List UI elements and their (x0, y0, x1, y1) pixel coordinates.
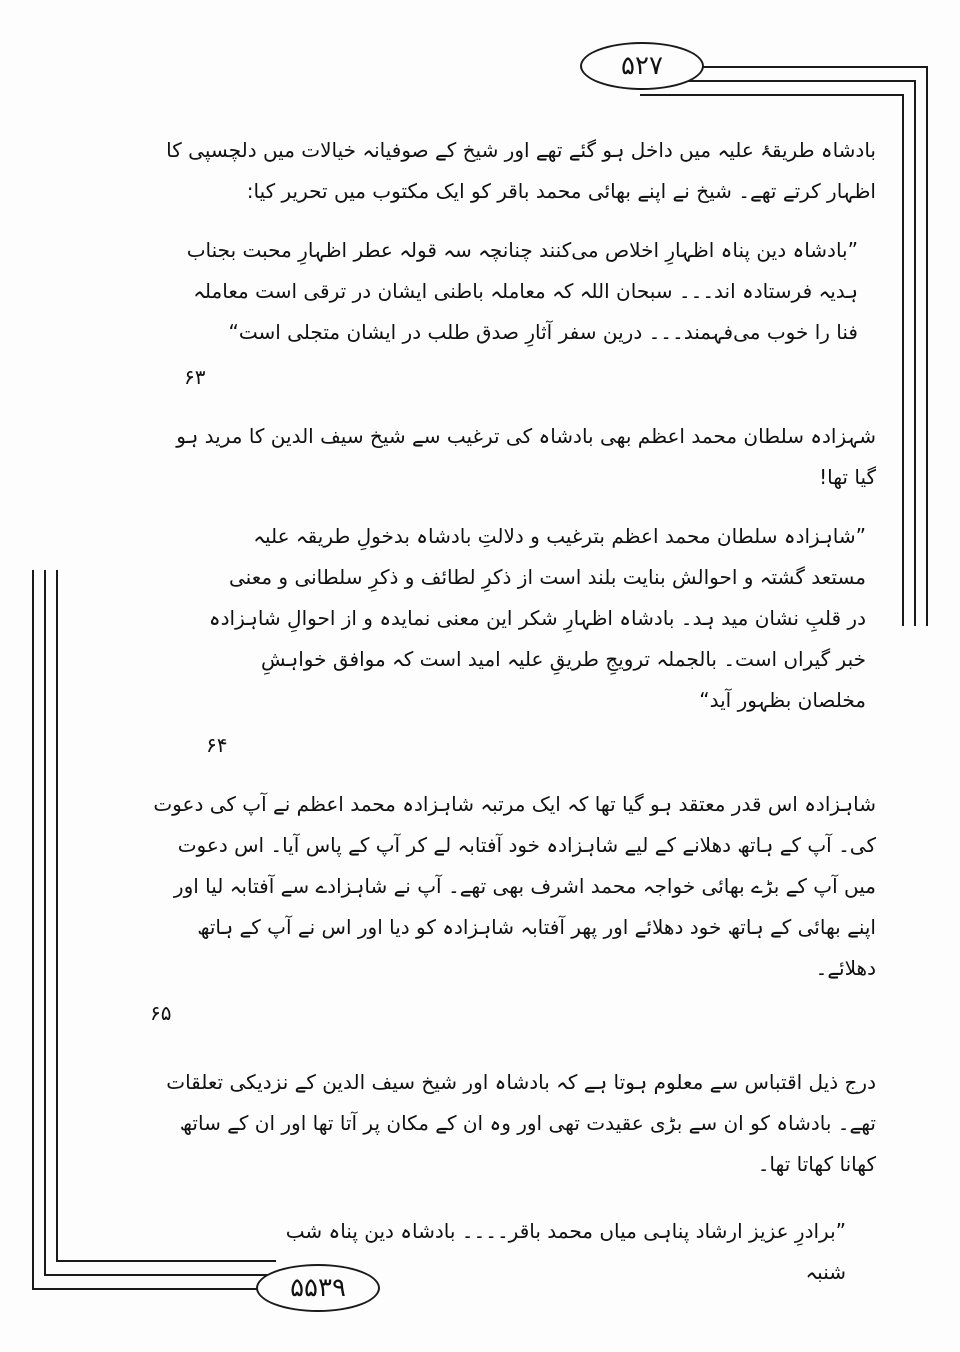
frame-rule-left-middle (44, 570, 46, 1276)
paragraph-4: درج ذیل اقتباس سے معلوم ہوتا ہے کہ بادشاہ اور شیخ سیف الدین کے نزدیکی تعلقات تھے۔ بادشاہ کو ان سے بڑی عقیدت تھی اور وہ ان کے مکان پر آتا تھا اور ان کے ساتھ کھانا کھاتا تھا۔ (166, 1070, 876, 1176)
frame-rule-right-inner (902, 94, 904, 626)
page-number-bottom: ۵۵۳۹ (256, 1264, 380, 1312)
quotation-letter-opening: ”برادرِ عزیز ارشاد پناہی میاں محمد باقر۔۔۔۔ بادشاہ دین پناہ شب شنبہ (285, 1219, 846, 1284)
footnote-marker-63: ۶۳ (184, 365, 206, 389)
footnote-marker-64: ۶۴ (206, 733, 228, 757)
frame-rule-left-inner (56, 570, 58, 1262)
frame-rule-left-outer (32, 570, 34, 1290)
paragraph-2: شہزادہ سلطان محمد اعظم بھی بادشاہ کی ترغیب سے شیخ سیف الدین کا مرید ہو گیا تھا! (176, 424, 876, 489)
quotation-persian-2: ”شاہزادہ سلطان محمد اعظم بترغیب و دلالتِ بادشاہ بدخولِ طریقہ علیہ مستعد گشتہ و احوالش بنایت بلند است از ذکرِ لطائف و ذکرِ سلطانی و معنی در قلبِ نشان مید ہد۔ بادشاہ اظہارِ شکر این معنی نمایدہ و از احوالِ شاہزادہ خبر گیراں است۔ بالجملہ ترویجِ طریقِ علیہ امید است کہ موافق خواہشِ مخلصان بظہور آید“ (208, 524, 866, 712)
page-number-top: ۵۲۷ (580, 42, 704, 90)
footnote-marker-65: ۶۵ (150, 1001, 172, 1025)
quotation-persian-1: ”بادشاہ دین پناہ اظہارِ اخلاص می‌کنند چنانچہ سہ قولہ عطر اظہارِ محبت بجناب ہدیہ فرستادہ اند۔۔۔ سبحان اللہ کہ معاملہ باطنی ایشان در ترقی است معاملہ فنا را خوب می‌فہمند۔۔۔ درین سفر آثارِ صدق طلب در ایشان متجلی است“ (186, 238, 858, 344)
body-text-column (150, 130, 876, 1311)
paragraph-3: شاہزادہ اس قدر معتقد ہو گیا تھا کہ ایک مرتبہ شاہزادہ محمد اعظم نے آپ کی دعوت کی۔ آپ کے ہاتھ دھلانے کے لیے شاہزادہ خود آفتابہ لے کر آپ کے پاس آیا۔ اس دعوت میں آپ کے بڑے بھائی خواجہ محمد اشرف بھی تھے۔ آپ نے شاہزادے سے آفتابہ لیا اور اپنے بھائی کے ہاتھ خود دھلائے اور پھر آفتابہ شاہزادہ کو دیا اور اس نے آپ کے ہاتھ دھلائے۔ (153, 792, 876, 980)
frame-rule-right-outer (926, 66, 928, 626)
paragraph-1: بادشاہ طریقۂ علیہ میں داخل ہو گئے تھے اور شیخ کے صوفیانہ خیالات میں دلچسپی کا اظہار کرتے تھے۔ شیخ نے اپنے بھائی محمد باقر کو ایک مکتوب میں تحریر کیا: (166, 138, 876, 203)
frame-rule-top-inner (640, 94, 904, 96)
frame-rule-right-middle (914, 80, 916, 626)
